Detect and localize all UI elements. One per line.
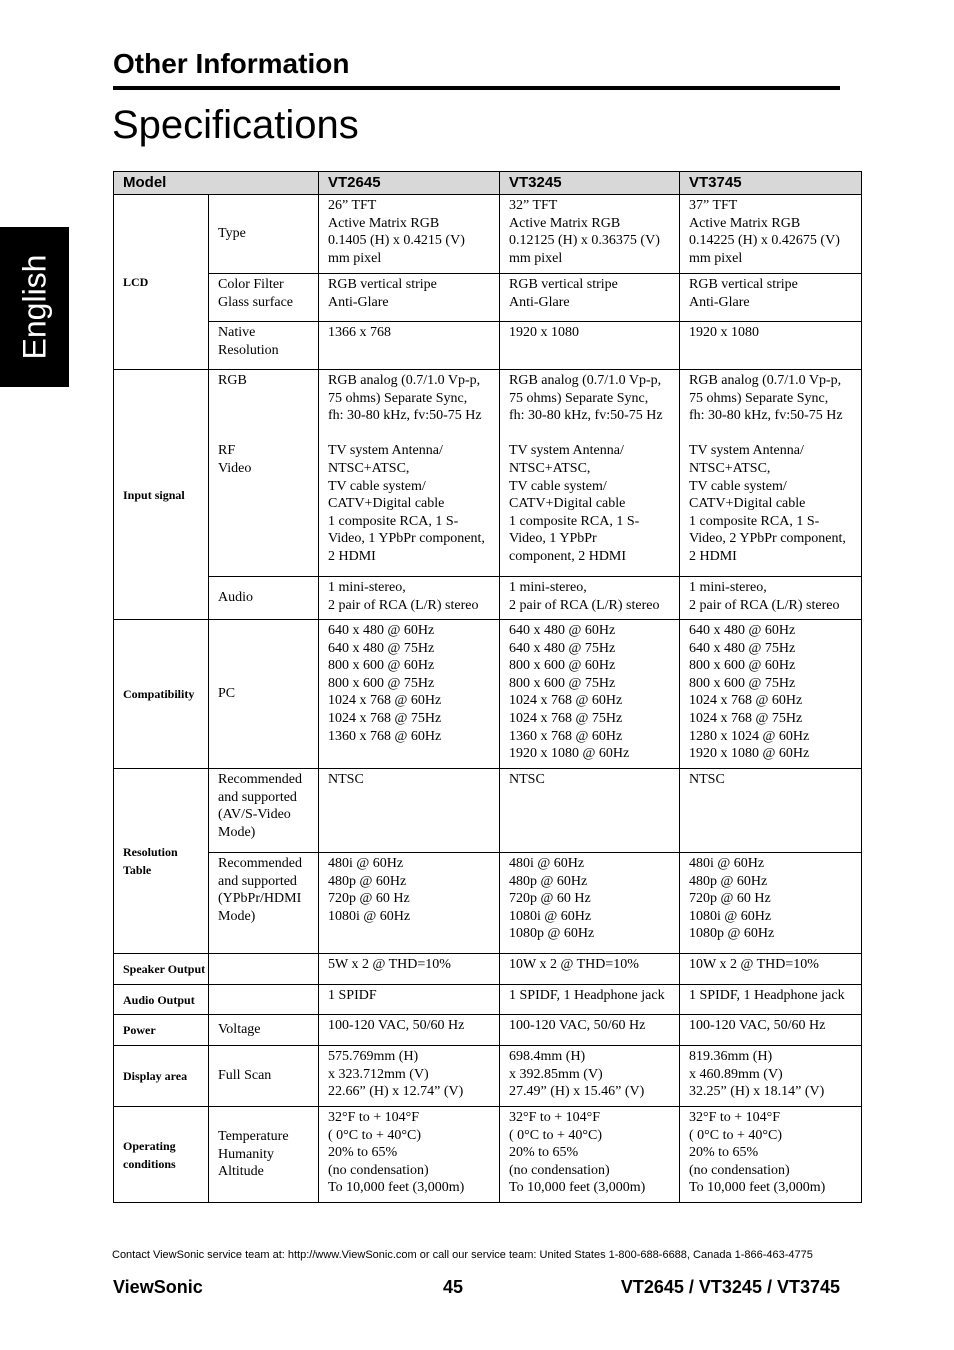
- cell-value: 100-120 VAC, 50/60 Hz: [680, 1015, 862, 1046]
- category-compatibility: Compatibility: [114, 620, 209, 769]
- cell-value: 640 x 480 @ 60Hz 640 x 480 @ 75Hz 800 x 600 @ 60Hz 800 x 600 @ 75Hz 1024 x 768 @ 60Hz 1024 x 768 @ 75Hz 1360 x 768 @ 60Hz 1920 x 1080 @ 60Hz: [500, 620, 680, 769]
- cell-value: 1366 x 768: [319, 322, 500, 370]
- table-row: [114, 1107, 862, 1203]
- cell-value: 640 x 480 @ 60Hz 640 x 480 @ 75Hz 800 x 600 @ 60Hz 800 x 600 @ 75Hz 1024 x 768 @ 60Hz 1024 x 768 @ 75Hz 1360 x 768 @ 60Hz: [319, 620, 500, 769]
- cell-value: 480i @ 60Hz 480p @ 60Hz 720p @ 60 Hz 1080i @ 60Hz 1080p @ 60Hz: [680, 853, 862, 954]
- sub-full-scan: Full Scan: [209, 1046, 319, 1107]
- contact-line: Contact ViewSonic service team at: http://www.ViewSonic.com or call our service team: United States 1-800-688-6688, Canada 1-866-463-4775: [112, 1249, 813, 1261]
- table-row: [114, 370, 862, 577]
- table-row: [114, 577, 862, 620]
- language-tab: [0, 227, 69, 387]
- cell-value: 698.4mm (H) x 392.85mm (V) 27.49” (H) x 15.46” (V): [500, 1046, 680, 1107]
- header-vt2645: VT2645: [319, 172, 500, 195]
- cell-value: RGB vertical stripe Anti-Glare: [500, 274, 680, 322]
- category-operating-conditions: Operating conditions: [114, 1107, 209, 1203]
- cell-value: 32” TFT Active Matrix RGB 0.12125 (H) x 0.36375 (V) mm pixel: [500, 195, 680, 274]
- table-row: [114, 985, 862, 1015]
- cell-value: RGB analog (0.7/1.0 Vp-p, 75 ohms) Separate Sync, fh: 30-80 kHz, fv:50-75 Hz TV system Antenna/ NTSC+ATSC, TV cable system/ CATV+Digital cable 1 composite RCA, 1 S- Video, 1 YPbPr component, 2 HDMI: [319, 370, 500, 577]
- table-row: [114, 1015, 862, 1046]
- cell-value: RGB analog (0.7/1.0 Vp-p, 75 ohms) Separate Sync, fh: 30-80 kHz, fv:50-75 Hz TV system Antenna/ NTSC+ATSC, TV cable system/ CATV+Digital cable 1 composite RCA, 1 S- Video, 2 YPbPr component, 2 HDMI: [680, 370, 862, 577]
- page-number: 45: [443, 1277, 464, 1297]
- cell-value: 1920 x 1080: [680, 322, 862, 370]
- cell-value: 1 SPIDF, 1 Headphone jack: [680, 985, 862, 1015]
- sub-rgb-rf-video: RGB RF Video: [209, 370, 319, 577]
- cell-value: NTSC: [680, 769, 862, 853]
- cell-value: 1 mini-stereo, 2 pair of RCA (L/R) stereo: [500, 577, 680, 620]
- category-lcd: LCD: [114, 195, 209, 370]
- category-audio-output: Audio Output: [114, 985, 209, 1015]
- heading-rule: [113, 86, 840, 90]
- cell-value: RGB analog (0.7/1.0 Vp-p, 75 ohms) Separate Sync, fh: 30-80 kHz, fv:50-75 Hz TV system Antenna/ NTSC+ATSC, TV cable system/ CATV+Digital cable 1 composite RCA, 1 S- Video, 1 YPbPr component, 2 HDMI: [500, 370, 680, 577]
- category-power: Power: [114, 1015, 209, 1046]
- language-tab-label: English: [16, 254, 52, 360]
- category-resolution-table: Resolution Table: [114, 769, 209, 954]
- sub-empty: [209, 954, 319, 985]
- category-speaker-output: Speaker Output: [114, 954, 209, 985]
- cell-value: 1 mini-stereo, 2 pair of RCA (L/R) stereo: [319, 577, 500, 620]
- sub-voltage: Voltage: [209, 1015, 319, 1046]
- cell-value: 1 SPIDF: [319, 985, 500, 1015]
- sub-audio: Audio: [209, 577, 319, 620]
- sub-type: Type: [209, 195, 319, 274]
- cell-value: 32°F to + 104°F ( 0°C to + 40°C) 20% to 65% (no condensation) To 10,000 feet (3,000m): [319, 1107, 500, 1203]
- sub-empty: [209, 985, 319, 1015]
- cell-value: 100-120 VAC, 50/60 Hz: [319, 1015, 500, 1046]
- cell-value: NTSC: [500, 769, 680, 853]
- table-row: [114, 274, 862, 322]
- sub-color-filter: Color Filter Glass surface: [209, 274, 319, 322]
- cell-value: 5W x 2 @ THD=10%: [319, 954, 500, 985]
- cell-value: 1920 x 1080: [500, 322, 680, 370]
- cell-value: 1 mini-stereo, 2 pair of RCA (L/R) stereo: [680, 577, 862, 620]
- cell-value: 1 SPIDF, 1 Headphone jack: [500, 985, 680, 1015]
- cell-value: 100-120 VAC, 50/60 Hz: [500, 1015, 680, 1046]
- table-row: [114, 769, 862, 853]
- footer-brand: ViewSonic: [113, 1277, 203, 1297]
- sub-pc: PC: [209, 620, 319, 769]
- cell-value: 575.769mm (H) x 323.712mm (V) 22.66” (H) x 12.74” (V): [319, 1046, 500, 1107]
- sub-native-resolution: Native Resolution: [209, 322, 319, 370]
- header-model: Model: [114, 172, 319, 195]
- sub-environment: Temperature Humanity Altitude: [209, 1107, 319, 1203]
- cell-value: 26” TFT Active Matrix RGB 0.1405 (H) x 0.4215 (V) mm pixel: [319, 195, 500, 274]
- cell-value: 10W x 2 @ THD=10%: [500, 954, 680, 985]
- section-heading: Other Information: [113, 48, 350, 79]
- table-row: [114, 853, 862, 954]
- cell-value: 32°F to + 104°F ( 0°C to + 40°C) 20% to 65% (no condensation) To 10,000 feet (3,000m): [500, 1107, 680, 1203]
- cell-value: NTSC: [319, 769, 500, 853]
- table-row: [114, 195, 862, 274]
- cell-value: 10W x 2 @ THD=10%: [680, 954, 862, 985]
- sub-av-mode: Recommended and supported (AV/S-Video Mode): [209, 769, 319, 853]
- cell-value: RGB vertical stripe Anti-Glare: [680, 274, 862, 322]
- header-vt3745: VT3745: [680, 172, 862, 195]
- header-vt3245: VT3245: [500, 172, 680, 195]
- category-input-signal: Input signal: [114, 370, 209, 620]
- cell-value: 37” TFT Active Matrix RGB 0.14225 (H) x 0.42675 (V) mm pixel: [680, 195, 862, 274]
- table-row: [114, 322, 862, 370]
- cell-value: 640 x 480 @ 60Hz 640 x 480 @ 75Hz 800 x 600 @ 60Hz 800 x 600 @ 75Hz 1024 x 768 @ 60Hz 1024 x 768 @ 75Hz 1280 x 1024 @ 60Hz 1920 x 1080 @ 60Hz: [680, 620, 862, 769]
- category-display-area: Display area: [114, 1046, 209, 1107]
- table-row: [114, 1046, 862, 1107]
- table-header-row: [114, 172, 862, 195]
- cell-value: 480i @ 60Hz 480p @ 60Hz 720p @ 60 Hz 1080i @ 60Hz 1080p @ 60Hz: [500, 853, 680, 954]
- footer-models: VT2645 / VT3245 / VT3745: [620, 1277, 840, 1297]
- cell-value: 819.36mm (H) x 460.89mm (V) 32.25” (H) x 18.14” (V): [680, 1046, 862, 1107]
- page-title: Specifications: [112, 103, 359, 147]
- sub-ypbpr-mode: Recommended and supported (YPbPr/HDMI Mode): [209, 853, 319, 954]
- table-row: [114, 620, 862, 769]
- table-row: [114, 954, 862, 985]
- cell-value: 480i @ 60Hz 480p @ 60Hz 720p @ 60 Hz 1080i @ 60Hz: [319, 853, 500, 954]
- cell-value: 32°F to + 104°F ( 0°C to + 40°C) 20% to 65% (no condensation) To 10,000 feet (3,000m): [680, 1107, 862, 1203]
- cell-value: RGB vertical stripe Anti-Glare: [319, 274, 500, 322]
- specifications-table: [113, 171, 862, 1203]
